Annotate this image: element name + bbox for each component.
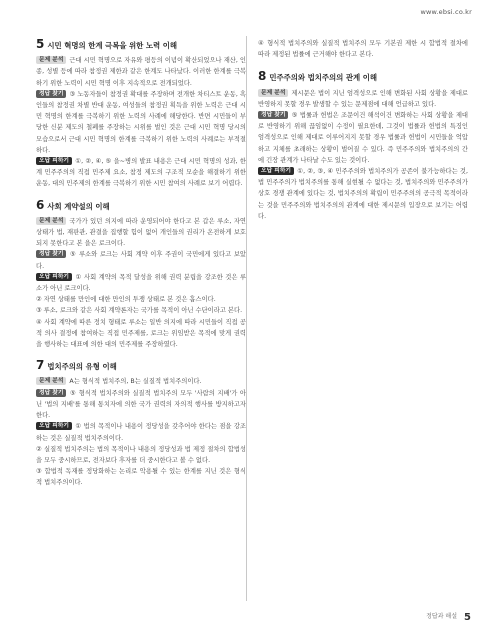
section-5 [36, 38, 246, 190]
wrong-item: ③ 합법적 독재를 정당화하는 논리로 악용될 수 있는 한계를 지닌 것은 형식적 법치주의이다. [36, 468, 246, 487]
analysis-paragraph [36, 376, 246, 387]
answer-paragraph [258, 110, 468, 166]
section-heading: 시민 혁명의 한계 극복을 위한 노력 이해 [47, 41, 178, 50]
site-url: www.ebsi.co.kr [420, 8, 472, 16]
answer-text: ⑤ 루소와 로크는 사회 계약 이후 주권이 국민에게 있다고 보았다. [36, 251, 246, 270]
section-7 [36, 359, 246, 488]
analysis-paragraph [258, 88, 468, 110]
column-divider [246, 36, 247, 601]
wrong-paragraph [36, 421, 246, 443]
section-number: 6 [36, 197, 45, 212]
section-number: 8 [258, 69, 267, 84]
wrong-paragraph [36, 272, 246, 294]
answer-text: ⑤ 법률과 헌법은 조문이건 해석이건 변화하는 사회 상황을 제대로 반영하기 위해 끊임없이 수정이 필요한데, 그것이 법률과 헌법의 특징인 엄격성으로 인해 제대로 이루어지지 못할 경우 법률과 헌법이 시민들을 억압하고 지체를 초래하는 상황이 벌어질 수 있다. 즉 민주주의와 법치주의의 간에 긴장 관계가 나타날 수도 있는 것이다. [258, 112, 468, 164]
wrong-item: ④ 사회 계약에 따른 정치 형태로 루소는 일반 의지에 따라 시민들이 직접 공적 의사 결정에 참여하는 직접 민주제를, 로크는 위임받은 목적에 맞게 권력을 행사하는 대표에 의한 대의 민주제를 주장하였다. [36, 318, 246, 349]
answer-tag: 정답 찾기 [36, 90, 66, 98]
wrong-text: ① 법의 목적이나 내용이 정당성을 갖추어야 한다는 점을 강조하는 것은 실질적 법치주의이다. [36, 423, 246, 442]
answer-tag: 정답 찾기 [258, 111, 288, 119]
answer-text: ⑤ 형식적 법치주의와 실질적 법치주의 모두 '사람의 지배'가 아닌 '법의 지배'를 통해 통치자에 의한 국가 권력의 자의적 행사를 방지하고자 한다. [36, 389, 246, 420]
footer-label: 정답과 해설 [426, 613, 457, 620]
section-number: 7 [36, 358, 45, 373]
answer-paragraph [36, 249, 246, 271]
answer-text: ③ 노동자들이 참정권 확대를 주장하며 전개한 차티스트 운동, 흑인들의 참정권 차별 반대 운동, 여성들의 참정권 획득을 위한 노력은 근대 시민 혁명의 한계를 극복하기 위한 노력의 사례에 해당한다. 반면 시민들이 부당한 신분 제도의 철폐를 주장하는 시위를 벌인 것은 근대 시민 혁명 당시의 모습으로서 근대 시민 혁명의 한계를 극복하기 위한 노력의 사례로는 부적절하다. [36, 90, 246, 154]
section-heading: 사회 계약설의 이해 [47, 201, 110, 211]
analysis-paragraph [36, 216, 246, 250]
answer-paragraph [36, 388, 246, 422]
answer-tag: 정답 찾기 [36, 250, 66, 258]
analysis-text: 근대 시민 혁명으로 자유와 평등의 이념이 확산되었으나 재산, 인종, 성별 등에 따라 참정권 제한과 같은 한계도 나타났다. 이러한 한계를 극복하기 위한 노력이 시민 혁명 이후 지속적으로 전개되었다. [36, 57, 246, 87]
analysis-tag: 문제 분석 [36, 56, 66, 64]
wrong-text: ①, ②, ④, ⑤ 을~병의 발표 내용은 근대 시민 혁명의 성과, 한계 민주주의의 직접 민주제 요소, 참정 제도의 구조적 모순을 해결하기 위한 운동, 대의 민주제의 한계를 극복하기 위한 시민 참여의 사례로 보기 어렵다. [36, 158, 246, 188]
analysis-text: 국가가 있던 의지에 따라 운영되어야 한다고 본 갑은 루소, 자연 상태가 법, 재판관, 관결을 집행할 힘이 없어 개인들의 권리가 온전하게 보호되지 못한다고 본 을은 로크이다. [36, 217, 246, 248]
wrong-text: ①, ②, ③, ④ 민주주의와 법치주의가 공존이 불가능하다는 것, 법 민주주의가 법치주의를 통해 실현될 수 없다는 것, 법치주의와 민주주의가 상호 경쟁 관계에 있다는 것, 법치주의의 확립이 민주주의의 공극적 목적이라는 것을 민주주의와 법치주의의 관계에 대한 제시문의 입장으로 보기는 어렵다. [258, 168, 468, 220]
section-heading: 법치주의의 유형 이해 [47, 362, 117, 372]
section-8 [258, 70, 468, 222]
analysis-tag: 문제 분석 [36, 377, 66, 385]
wrong-paragraph [36, 156, 246, 190]
analysis-text: A는 형식적 법치주의, B는 실질적 법치주의이다. [69, 378, 202, 386]
analysis-text: 제시문은 법이 지닌 엄격성으로 인해 변화된 사회 상황을 제대로 반영하지 못할 경우 발생할 수 있는 문제점에 대해 언급하고 있다. [258, 89, 468, 108]
answer-paragraph [36, 89, 246, 156]
section-7-title [36, 359, 246, 372]
section-6 [36, 199, 246, 351]
wrong-paragraph [258, 166, 468, 222]
section-heading: 민주주의와 법치주의의 관계 이해 [269, 73, 378, 83]
analysis-tag: 문제 분석 [36, 217, 66, 225]
analysis-tag: 문제 분석 [258, 89, 288, 97]
wrong-item: ③ 루소, 로크와 같은 사회 계약론자는 국가를 목적이 아닌 수단이라고 본다. [36, 307, 243, 315]
answer-tag: 정답 찾기 [36, 389, 66, 397]
wrong-item: ② 자연 상태를 만인에 대한 만인의 투쟁 상태로 본 것은 홉스이다. [36, 296, 216, 304]
left-column [36, 38, 246, 498]
analysis-paragraph [36, 55, 246, 89]
wrong-tag: 오답 피하기 [36, 422, 72, 430]
wrong-item: ② 실질적 법치주의는 법의 목적이나 내용의 정당성과 법 제정 절차의 합법성을 모두 중시하므로, 전자보다 후자를 더 중시한다고 볼 수 없다. [36, 445, 246, 464]
section-number: 5 [36, 37, 45, 51]
section-5-title [36, 38, 246, 51]
right-column [258, 38, 468, 231]
wrong-tag: 오답 피하기 [258, 167, 294, 175]
section-8-title [258, 70, 468, 83]
wrong-tag: 오답 피하기 [36, 157, 72, 165]
wrong-text: ① 사회 계약의 목적 달성을 위해 권력 분립을 강조한 것은 루소가 아닌 로크이다. [36, 273, 246, 293]
continued-item: ④ 형식적 법치주의와 실질적 법치주의 모두 기본권 제한 시 합법적 절차에 따라 제정된 법률에 근거해야 한다고 본다. [258, 40, 468, 59]
wrong-tag: 오답 피하기 [36, 273, 72, 281]
page-number: 5 [464, 612, 471, 623]
section-6-title [36, 199, 246, 212]
